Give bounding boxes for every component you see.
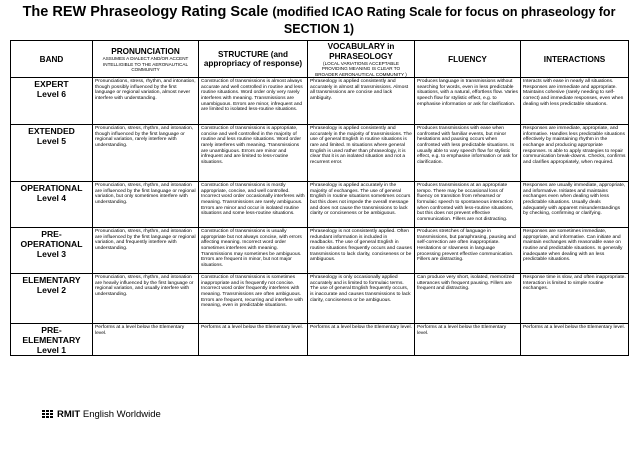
table-row (11, 273, 629, 323)
interactions-cell: Responses are sometimes immediate, appropriate, and informative. Can initiate and maintain exchanges with reasonable ease on routine and predictable situations. Is generally inadequate when dealing with an less predictable situations. (521, 227, 629, 273)
band-cell (11, 77, 93, 124)
band-name: ELEMENTARY (22, 274, 81, 285)
band-name: EXPERT (34, 78, 69, 89)
structure-cell: Construction of transmissions is sometimes inappropriate and is frequently not concise. Incorrect word order frequently interferes with meaning. Transmissions are often ambiguous. Errors are frequent, recurring and interfere with meaning, even in predictable situations. (199, 273, 308, 323)
pronunciation-cell: Pronunciation, stress, rhythm, and intonation are influenced by the first language or regional variation, but only sometimes interfere with understanding. (93, 181, 199, 227)
table-row (11, 77, 629, 124)
fluency-cell: Performs at a level below the Elementary level. (415, 323, 521, 355)
footer-logo (42, 409, 161, 420)
structure-cell: Performs at a level below the Elementary level. (199, 323, 308, 355)
band-cell (11, 323, 93, 355)
title-main: The REW Phraseology Rating Scale (22, 4, 269, 20)
header-vocabulary: VOCABULARY in PHRASEOLOGY (LOCAL VARIATIONS ACCEPTABLE PROVIDING MEANING IS CLEAR TO BROADER AERONAUTICAL COMMUNITY ) (308, 41, 415, 78)
band-cell (11, 124, 93, 181)
title-sub: (modified ICAO Rating Scale for focus on phraseology for SECTION 1) (272, 5, 616, 36)
interactions-cell: Response time is slow, and often inappropriate. Interaction is limited to simple routine exchanges. (521, 273, 629, 323)
vocabulary-cell: Phraseology is applied consistently and accurately in the majority of transmissions. The use of general English in routine situations is rare and limited. In situations where general English is used rather than phraseology, it is clear that it is an isolated situation and not a recurrent error. (308, 124, 415, 181)
fluency-cell: Produces transmissions with ease when confronted with familiar events, but minor hesitations and pausing occurs when confronted with less predictable situations. Is usually able to vary speech flow for stylistic effect, e.g. to emphasise information or ask for clarification. (415, 124, 521, 181)
table-row (11, 124, 629, 181)
fluency-cell: Produces language in transmissions without searching for words, even in less predictable situations, with a natural, effortless flow. Varies speech flow for stylistic effect, e.g. to emphasise information or ask for clarification. (415, 77, 521, 124)
band-cell (11, 227, 93, 273)
header-pronunciation-note: ASSUMES A DIALECT AND/OR ACCENT INTELLIGIBLE TO THE AERONAUTICAL COMMUNITY (102, 56, 189, 72)
band-level: Level 6 (36, 88, 67, 99)
structure-cell: Construction of transmissions is almost always accurate and well controlled in routine and less routine situations. Word order only very rarely interferes with meaning. Transmissions are unambiguous. Errors are minor, infrequent and are limited to isolated less-routine situations. (199, 77, 308, 124)
header-vocabulary-note: (LOCAL VARIATIONS ACCEPTABLE PROVIDING MEANING IS CLEAR TO BROADER AERONAUTICAL COMMUNITY ) (315, 61, 407, 77)
band-name: PRE-OPERATIONAL (20, 228, 83, 249)
header-pronunciation: PRONUNCIATION ASSUMES A DIALECT AND/OR ACCENT INTELLIGIBLE TO THE AERONAUTICAL COMMUNITY (93, 41, 199, 78)
band-level: Level 4 (36, 192, 67, 203)
interactions-cell: Interacts with ease in nearly all situations. Responses are immediate and appropriate. Maintains cohesive (rarely needing to self-correct) and immediate responses, even when dealing with less predictable situations. (521, 77, 629, 124)
pronunciation-cell: Pronunciation, stress, rhythm, and intonation are influenced by the first language or regional variation, and frequently interfere with understanding. (93, 227, 199, 273)
vocabulary-cell: Performs at a level below the Elementary level. (308, 323, 415, 355)
band-cell (11, 181, 93, 227)
pronunciation-cell: Performs at a level below the Elementary level. (93, 323, 199, 355)
rating-scale-table (10, 40, 629, 356)
fluency-cell: Produces stretches of language in transmissions, but paraphrasing, pausing and self-correction are often inappropriate. Hesitations or slowness in language processing prevent effective communication. Fillers are distracting. (415, 227, 521, 273)
pronunciation-cell: Pronunciation, stress, rhythm, and intonation are heavily influenced by the first language or regional variation, and usually interfere with understanding. (93, 273, 199, 323)
rmit-logo-text: RMIT English Worldwide (57, 409, 161, 420)
structure-cell: Construction of transmissions is usually appropriate but not always concise, with errors affecting meaning. Incorrect word order sometimes interferes with meaning. Transmissions may sometimes be ambiguous. Errors are frequent in minor, but not major situations. (199, 227, 308, 273)
fluency-cell: Can produce very short, isolated, memorized utterances with frequent pausing. Fillers are frequent and distracting. (415, 273, 521, 323)
fluency-cell: Produces transmissions at an appropriate tempo. There may be occasional loss of fluency on transition from rehearsed or formulaic speech to spontaneous interaction when confronted with less-routine situations, but this does not prevent effective communication. Fillers are not distracting. (415, 181, 521, 227)
vocabulary-cell: Phraseology is not consistently applied. Often redundant information is included in readbacks. The use of general English in routine situations frequently occurs and causes transmissions to lack clarity, conciseness or be ambiguous. (308, 227, 415, 273)
band-name: EXTENDED (28, 125, 75, 136)
pronunciation-cell: Pronunciation, stress, rhythm, and intonation, though influenced by the first language or regional variation, rarely interfere with understanding. (93, 124, 199, 181)
band-level: Level 5 (36, 135, 67, 146)
page-title (0, 4, 638, 38)
structure-cell: Construction of transmissions is appropriate, concise and well controlled in the majority of routine and less routine situations. Word order rarely interferes with meaning. Transmissions are unambiguous. Errors are minor and infrequent and are limited to less-routine situations. (199, 124, 308, 181)
structure-cell: Construction of transmissions is mostly appropriate, concise, and well controlled. Incorrect word order occasionally interferes with meaning. Transmissions are rarely ambiguous. Errors are minor and occur in isolated routine situations and some less-routine situations. (199, 181, 308, 227)
header-band: BAND (11, 41, 93, 78)
table-row (11, 323, 629, 355)
interactions-cell: Performs at a level below the Elementary level. (521, 323, 629, 355)
table-row (11, 181, 629, 227)
table-row (11, 227, 629, 273)
interactions-cell: Responses are usually immediate, appropriate, and informative. Initiates and maintains exchanges even when dealing with less predictable situations. Usually deals adequately with apparent misunderstandings by checking, confirming or clarifying. (521, 181, 629, 227)
vocabulary-cell: Phraseology is only occasionally applied accurately and is limited to formulaic terms. The use of general English frequently occurs, is inaccurate and causes transmissions to lack clarity, conciseness or be ambiguous. (308, 273, 415, 323)
band-name: PRE-ELEMENTARY (22, 324, 81, 345)
band-level: Level 1 (36, 344, 67, 355)
band-level: Level 2 (36, 284, 67, 295)
header-interactions: INTERACTIONS (521, 41, 629, 78)
header-row (11, 41, 629, 78)
band-level: Level 3 (36, 248, 67, 259)
header-fluency: FLUENCY (415, 41, 521, 78)
header-structure: STRUCTURE (and appropriacy of response) (199, 41, 308, 78)
interactions-cell: Responses are immediate, appropriate, and informative. Handles less predictable situations effectively by maintaining rhythm in the exchange and producing appropriate responses. Is able to apply strategies to repair communication break-downs. Checks, confirms and clarifies appropriately, when required. (521, 124, 629, 181)
band-cell (11, 273, 93, 323)
band-name: OPERATIONAL (20, 182, 83, 193)
rmit-logo-icon (42, 410, 54, 419)
pronunciation-cell: Pronunciations, stress, rhythm, and intonation, though possibly influenced by the first language or regional variation, almost never interfere with understanding. (93, 77, 199, 124)
vocabulary-cell: Phraseology is applied accurately in the majority of exchanges. The use of general English in routine situations sometimes occurs but this does not impede the overall message and does not cause the transmissions to lack clarity or conciseness or be ambiguous. (308, 181, 415, 227)
vocabulary-cell: Phraseology is applied consistently and accurately in almost all transmissions. Almost all transmissions are concise and lack ambiguity. (308, 77, 415, 124)
